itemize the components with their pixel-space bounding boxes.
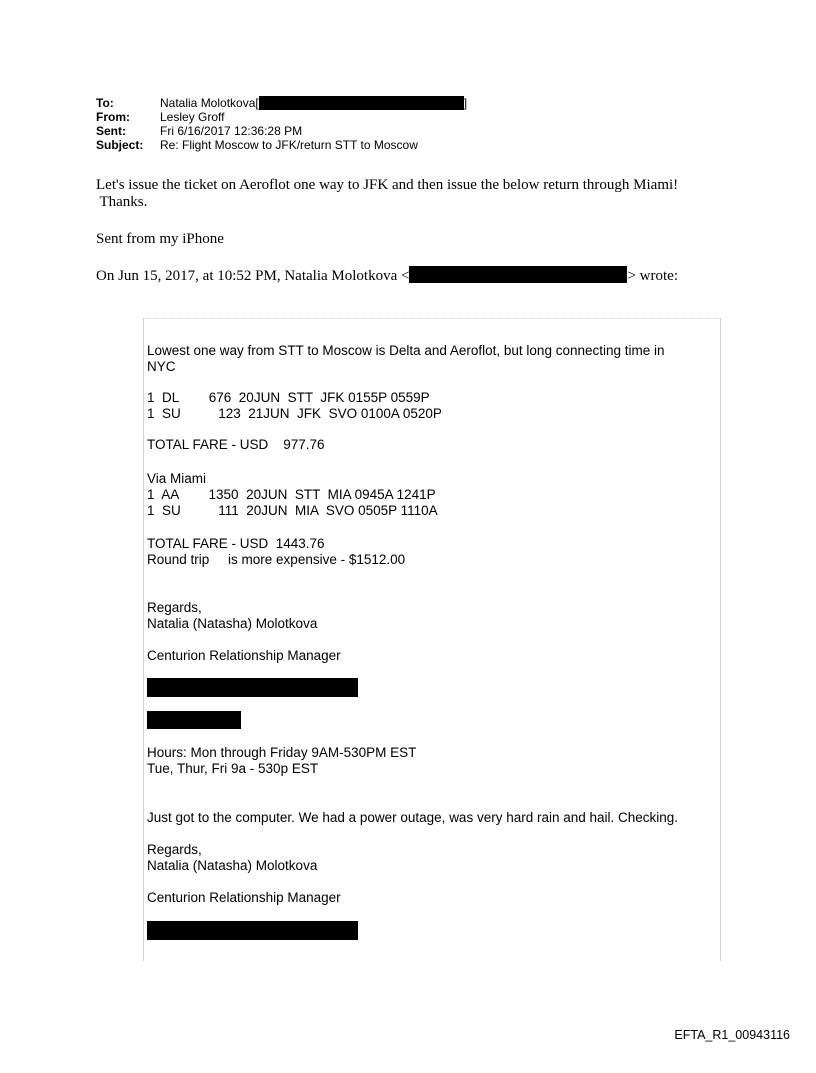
subject-row (96, 138, 467, 152)
quoted-intro-line-1: Lowest one way from STT to Moscow is Delta and Aeroflot, but long connecting time in (147, 343, 665, 358)
sent-row (96, 124, 467, 138)
to-label: To: (96, 96, 114, 110)
to-row (96, 96, 467, 110)
email-header (96, 96, 467, 152)
sent-label: Sent: (96, 124, 126, 138)
hours-line-1: Hours: Mon through Friday 9AM-530PM EST (147, 745, 417, 760)
flight-line-3: 1 AA 1350 20JUN STT MIA 0945A 1241P (147, 487, 436, 502)
flight-line-1: 1 DL 676 20JUN STT JFK 0155P 0559P (147, 390, 430, 405)
to-name: Natalia Molotkova[ (160, 96, 259, 110)
agent-title-2: Centurion Relationship Manager (147, 890, 341, 905)
redaction-bar (147, 711, 241, 729)
total-fare-1: TOTAL FARE - USD 977.76 (147, 437, 325, 452)
quote-intro-text: On Jun 15, 2017, at 10:52 PM, Natalia Molotkova < (96, 268, 410, 284)
from-label: From: (96, 110, 130, 124)
redaction-bar (147, 678, 358, 697)
outage-note: Just got to the computer. We had a power outage, was very hard rain and hail. Checking. (147, 810, 679, 825)
redaction-bar (259, 96, 464, 110)
round-trip-note: Round trip is more expensive - $1512.00 (147, 552, 406, 567)
quote-intro-wrote: > wrote: (627, 268, 678, 284)
subject-label: Subject: (96, 138, 144, 152)
reply-signature: Sent from my iPhone (96, 231, 224, 247)
flight-line-2: 1 SU 123 21JUN JFK SVO 0100A 0520P (147, 406, 442, 421)
reply-line-1: Let's issue the ticket on Aeroflot one way to JFK and then issue the below return through Miami! (96, 177, 679, 193)
to-close-bracket: ] (463, 96, 468, 110)
regards-1: Regards, (147, 600, 202, 615)
subject-value: Re: Flight Moscow to JFK/return STT to Moscow (160, 138, 418, 152)
sent-value: Fri 6/16/2017 12:36:28 PM (160, 124, 303, 138)
redaction-bar (147, 921, 358, 940)
from-value: Lesley Groff (160, 110, 225, 124)
hours-line-2: Tue, Thur, Fri 9a - 530p EST (147, 761, 319, 776)
document-id: EFTA_R1_00943116 (674, 1028, 790, 1042)
via-miami-label: Via Miami (147, 471, 207, 486)
agent-name-2: Natalia (Natasha) Molotkova (147, 858, 318, 873)
quote-intro (96, 266, 678, 285)
from-row (96, 110, 467, 124)
agent-name-1: Natalia (Natasha) Molotkova (147, 616, 318, 631)
flight-line-4: 1 SU 111 20JUN MIA SVO 0505P 1110A (147, 503, 438, 518)
quoted-intro-line-2: NYC (147, 359, 176, 374)
redaction-bar (409, 266, 627, 283)
total-fare-2: TOTAL FARE - USD 1443.76 (147, 536, 325, 551)
agent-title-1: Centurion Relationship Manager (147, 648, 341, 663)
reply-line-2: Thanks. (96, 194, 148, 210)
regards-2: Regards, (147, 842, 202, 857)
